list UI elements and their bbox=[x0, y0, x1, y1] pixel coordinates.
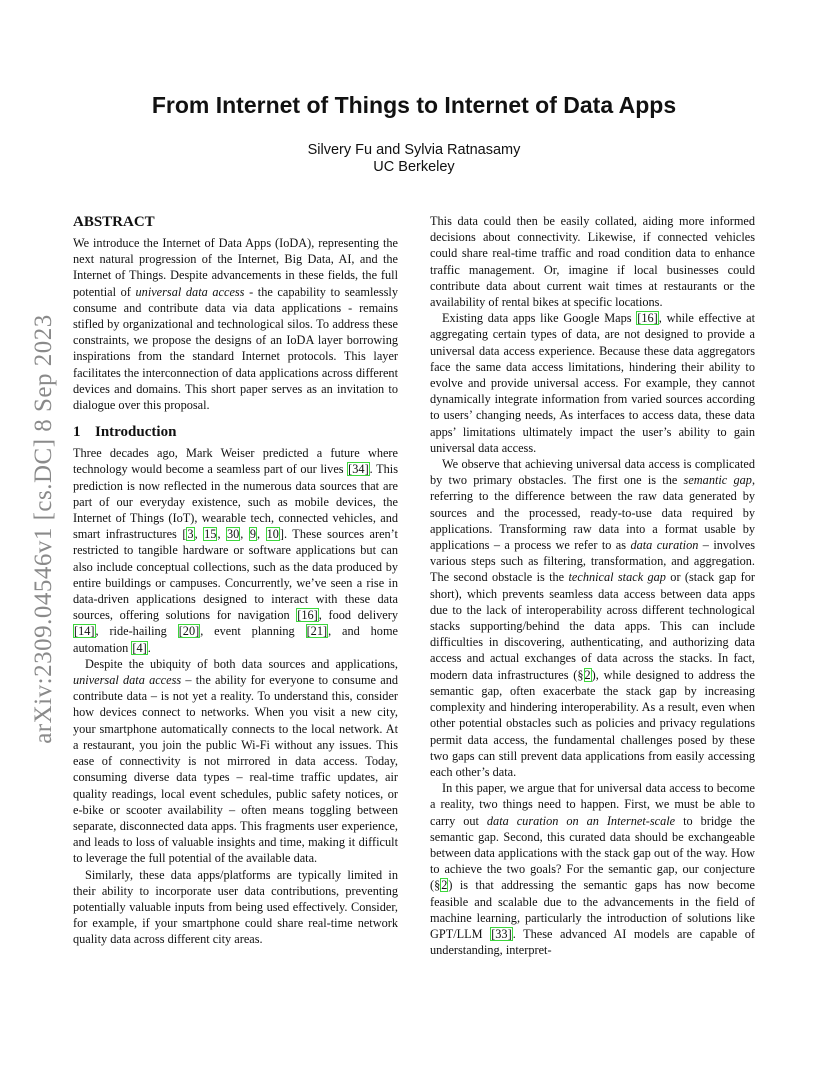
citation-link[interactable]: 15 bbox=[204, 527, 217, 542]
right-column bbox=[430, 213, 755, 958]
intro-paragraph-3: Similarly, these data apps/platforms are typically limited in their ability to incorporate user data contributions, preventing potentially valuable inputs from being used effectively. Consider, for example, if your smartphone could share real-time network quality data across different city areas. bbox=[73, 867, 398, 947]
right-paragraph-3: We observe that achieving universal data access is complicated by two primary obstacles. The first one is the semantic gap, referring to the difference between the raw data generated by sources and the processed, ready-to-use data required by applications. Transforming raw data into a format usable by applications – a process we refer to as data curation – involves various steps such as filtering, transformation, and aggregation. The second obstacle is the technical stack gap or (stack gap for short), which prevents seamless data access between data apps due to the lack of interoperability across different technological stacks supporting/behind the data apps. This can include difficulties in discovering, authenticating, and authorizing data access and actual exchanges of data across the stacks. In fact, modern data infrastructures (§2), while designed to address the semantic gap, often exacerbate the stack gap by increasing complexity and hindering interoperability. As a result, even when other potential obstacles such as policies and privacy regulations permit data access, the fundamental challenges posed by these two gaps can still prevent data applications from easily accessing each other’s data. bbox=[430, 457, 756, 779]
author-block bbox=[0, 142, 828, 176]
intro-paragraph-2: Despite the ubiquity of both data sources and applications, universal data access – the ability for everyone to consume and contribute data – is not yet a reality. To understand this, consider how devices connect to networks. When you visit a new city, your smartphone automatically connects to the local network. At a restaurant, you join the public Wi-Fi without any issues. This ease of connectivity is not mirrored in data access. Today, consuming diverse data types – real-time traffic updates, air quality readings, local event schedules, public safety notices, or e-bike or scooter availability – often means toggling between separate, disconnected data apps. This fragments user experience, and leads to loss of valuable insights and time, making it difficult to leverage the full potential of the available data. bbox=[73, 656, 398, 866]
citation-link[interactable]: 10 bbox=[266, 527, 279, 542]
left-column bbox=[73, 213, 398, 948]
section-number: 1 bbox=[73, 424, 81, 441]
author-affiliation: UC Berkeley bbox=[373, 159, 455, 175]
citation-link[interactable]: [4] bbox=[132, 640, 147, 655]
author-names: Silvery Fu and Sylvia Ratnasamy bbox=[307, 142, 521, 158]
citation-link[interactable]: [33] bbox=[491, 926, 512, 941]
citation-link[interactable]: [20] bbox=[178, 624, 200, 639]
arxiv-identifier: arXiv:2309.04546v1 [cs.DC] 8 Sep 2023 bbox=[30, 314, 57, 744]
section-heading-introduction bbox=[73, 423, 398, 441]
abstract-paragraph: We introduce the Internet of Data Apps (IoDA), representing the next natural progression of the Internet, Big Data, AI, and the Internet of Things. Despite advancements in these fields, the full potential of universal data access - the capability to seamlessly consume and contribute data via data applications - remains stifled by organizational and technological silos. To address these constraints, we propose the designs of an IoDA layer borrowing inspirations from the standard Internet protocols. This layer facilitates the interconnection of data applications across different devices and domains. This short paper serves as an invitation to dialogue over this proposal. bbox=[73, 236, 398, 413]
citation-link[interactable]: [21] bbox=[306, 624, 328, 639]
section-title: Introduction bbox=[95, 424, 177, 441]
right-paragraph-2: Existing data apps like Google Maps [16], while effective at aggregating certain types of data, are not designed to provide a universal data access experience. Because these data aggregators face the same data access limitations, hindering their ability to evolve and provide universal access. For example, they cannot dynamically integrate information from varied sources according to users’ changing needs, As interfaces to access data, these data apps’ limitations ultimately impact the user’s ability to gain universal data access. bbox=[430, 311, 755, 455]
citation-link[interactable]: [34] bbox=[348, 462, 369, 477]
intro-paragraph-1: Three decades ago, Mark Weiser predicted a future where technology would become a seamless part of our lives [34]. This prediction is now reflected in the numerous data sources that are part of our everyday existence, such as mobile devices, the Internet of Things (IoT), wearable tech, connected vehicles, and smart infrastructures [3, 15, 30, 9, 10]. These sources aren’t restricted to tangible hardware or software applications but can also include conceptual collections, such as the data produced by entire buildings or campuses. Concurrently, we’ve seen a rise in data-driven applications designed to interact with these data sources, offering solutions for navigation [16], food delivery [14], ride-hailing [20], event planning [21], and home automation [4]. bbox=[73, 446, 398, 655]
citation-link[interactable]: [14] bbox=[74, 624, 95, 639]
citation-link[interactable]: [16] bbox=[637, 311, 658, 326]
citation-link[interactable]: 30 bbox=[227, 527, 240, 542]
paper-title: From Internet of Things to Internet of Data Apps bbox=[151, 92, 677, 118]
section-link[interactable]: 2 bbox=[584, 667, 591, 682]
citation-link[interactable]: 9 bbox=[249, 527, 257, 542]
citation-link[interactable]: [16] bbox=[297, 608, 318, 623]
citation-link[interactable]: 3 bbox=[187, 527, 194, 542]
right-paragraph-1: This data could then be easily collated, aiding more informed decisions about connectivity. Likewise, if connected vehicles could share real-time traffic and road condition data to enhance traffic management. Or, imagine if local businesses could contribute data about current wait times at restaurants or the availability of rental bikes at specific locations. bbox=[430, 214, 755, 310]
section-link[interactable]: 2 bbox=[441, 878, 448, 893]
right-paragraph-4: In this paper, we argue that for universal data access to become a reality, two things need to happen. First, we must be able to carry out data curation on an Internet-scale to bridge the semantic gap. Second, this curated data should be exchangeable between data applications with the stack gap out of the way. How to achieve the two goals? For the semantic gap, our conjecture (§2) is that addressing the semantic gaps has now become feasible and scalable due to the advancements in the field of machine learning, particularly the introduction of solutions like GPT/LLM [33]. These advanced AI models are capable of understanding, interpret- bbox=[430, 781, 755, 958]
abstract-heading: ABSTRACT bbox=[73, 214, 155, 230]
